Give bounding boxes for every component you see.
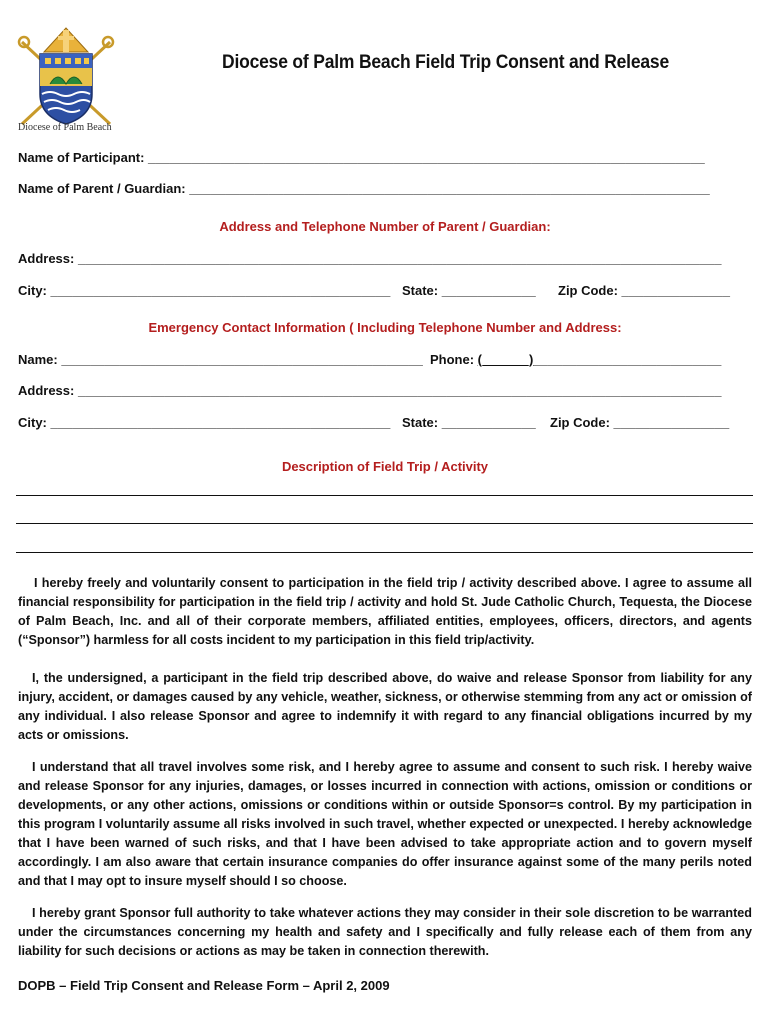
form-footer: DOPB – Field Trip Consent and Release Form – April 2, 2009 <box>18 978 390 993</box>
risk-paragraph: I understand that all travel involves some risk, and I hereby agree to assume and consent to such risk. I hereby waive and release Sponsor for any injuries, damages, or losses incurred in connection with actions, omission or conditions or developments, or any other actions, omissions or conditions within or outside Sponsor=s control. By my participation in this program I voluntarily assume all risks involved in such travel, whether expected or unexpected. I hereby acknowledge that I have been warned of such risks, and that I have been advised to take appropriate action and to govern myself accordingly. I am also aware that certain insurance companies do offer insurance against some of the many perils noted and that I may opt to insure myself should I so choose. <box>18 760 752 888</box>
trip-description-line-1[interactable] <box>16 495 753 496</box>
emergency-state-field[interactable]: State: _____________ <box>402 415 536 430</box>
page-title: Diocese of Palm Beach Field Trip Consent and Release <box>222 52 670 73</box>
emergency-address-field[interactable]: Address: _________________________________________________________________________________________ <box>18 383 722 398</box>
logo-caption: Diocese of Palm Beach <box>18 122 112 133</box>
phone-area-code-blank[interactable]: (___ ___) <box>477 352 534 367</box>
trip-description-line-3[interactable] <box>16 552 753 553</box>
waiver-paragraph: I, the undersigned, a participant in the field trip described above, do waive and release Sponsor from liability for any injury, accident, or damages caused by any vehicle, weather, sickness, or otherwise stemming from any act or omission of any individual. I also release Sponsor and agree to indemnify it with regard to any financial obligations incurred by my acts or omissions. <box>18 671 752 742</box>
authority-paragraph: I hereby grant Sponsor full authority to take whatever actions they may consider in their sole discretion to be warranted under the circumstances concerning my health and safety and I specifically and fully release each of them from any liability for such decisions or actions as may be taken in connection therewith. <box>18 906 752 958</box>
emergency-city-field[interactable]: City: _______________________________________________ <box>18 415 391 430</box>
emergency-zip-field[interactable]: Zip Code: ________________ <box>550 415 730 430</box>
trip-description-line-2[interactable] <box>16 523 753 524</box>
emergency-name-field[interactable]: Name: __________________________________________________ <box>18 352 423 367</box>
guardian-contact-heading: Address and Telephone Number of Parent / Guardian: <box>219 219 551 234</box>
guardian-city-field[interactable]: City: _______________________________________________ <box>18 283 391 298</box>
diocese-coat-of-arms-logo <box>14 24 118 136</box>
trip-description-heading: Description of Field Trip / Activity <box>281 459 489 474</box>
participant-name-field[interactable]: Name of Participant: _____________________________________________________________________________ <box>18 150 705 165</box>
guardian-address-field[interactable]: Address: _________________________________________________________________________________________ <box>18 251 722 266</box>
emergency-contact-heading: Emergency Contact Information ( Including Telephone Number and Address: <box>148 320 622 335</box>
guardian-state-field[interactable]: State: _____________ <box>402 283 536 298</box>
phone-label: Phone: <box>430 352 478 367</box>
guardian-name-field[interactable]: Name of Parent / Guardian: ________________________________________________________________________ <box>18 181 710 196</box>
phone-number-blank[interactable]: __________________________ <box>533 352 722 367</box>
guardian-zip-field[interactable]: Zip Code: _______________ <box>558 283 730 298</box>
consent-paragraph: I hereby freely and voluntarily consent to participation in the field trip / activity described above. I agree to assume all financial responsibility for participation in the field trip / activity and hold St. Jude Catholic Church, Tequesta, the Diocese of Palm Beach, Inc. and all of their corporate members, affiliated entities, employees, officers, directors, and agents (“Sponsor”) harmless for all costs incident to my participation in this field trip/activity. <box>18 576 752 647</box>
emergency-phone-field[interactable] <box>430 352 721 367</box>
